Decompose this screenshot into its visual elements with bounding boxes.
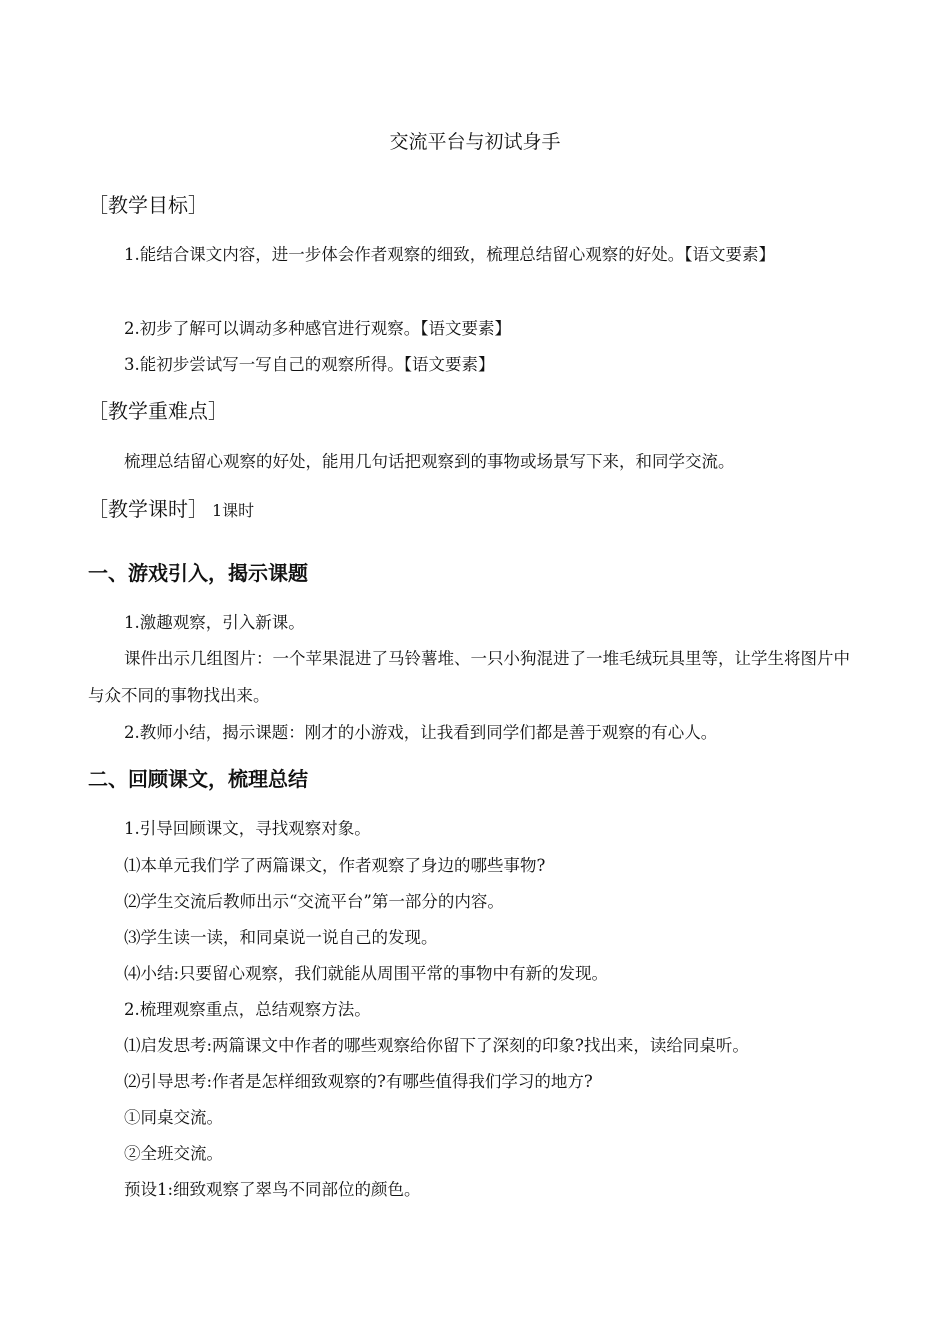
hours-value: 1课时 (212, 501, 255, 520)
key-points-heading: ［教学重难点］ (88, 399, 228, 423)
objective-1: 1.能结合课文内容，进一步体会作者观察的细致，梳理总结留心观察的好处。【语文要素】 (124, 245, 775, 264)
section-2-para-2: ⑴本单元我们学了两篇课文，作者观察了身边的哪些事物? (124, 856, 546, 875)
section-2-para-4: ⑶学生读一读，和同桌说一说自己的发现。 (124, 928, 438, 947)
objective-3: 3.能初步尝试写一写自己的观察所得。【语文要素】 (124, 355, 495, 374)
objectives-heading: ［教学目标］ (88, 193, 208, 217)
section-2-para-1: 1.引导回顾课文，寻找观察对象。 (124, 819, 371, 838)
section-2-para-3: ⑵学生交流后教师出示“交流平台”第一部分的内容。 (124, 892, 504, 911)
hours-heading: ［教学课时］ (88, 497, 208, 521)
section-2-heading: 二、回顾课文，梳理总结 (88, 767, 308, 791)
hours-row (88, 494, 254, 526)
section-1-para-3: 2.教师小结，揭示课题：刚才的小游戏，让我看到同学们都是善于观察的有心人。 (124, 723, 718, 742)
section-1-para-1: 1.激趣观察，引入新课。 (124, 613, 305, 632)
section-1-heading: 一、游戏引入，揭示课题 (88, 561, 308, 585)
document-title: 交流平台与初试身手 (389, 131, 561, 153)
section-2-para-10: ②全班交流。 (124, 1144, 223, 1163)
objective-2: 2.初步了解可以调动多种感官进行观察。【语文要素】 (124, 319, 511, 338)
key-points-text: 梳理总结留心观察的好处，能用几句话把观察到的事物或场景写下来，和同学交流。 (124, 452, 735, 471)
section-2-para-7: ⑴启发思考:两篇课文中作者的哪些观察给你留下了深刻的印象?找出来，读给同桌听。 (124, 1036, 749, 1055)
section-2-para-11: 预设1:细致观察了翠鸟不同部位的颜色。 (124, 1180, 421, 1199)
section-2-para-9: ①同桌交流。 (124, 1108, 223, 1127)
section-2-para-5: ⑷小结:只要留心观察，我们就能从周围平常的事物中有新的发现。 (124, 964, 609, 983)
section-2-para-6: 2.梳理观察重点，总结观察方法。 (124, 1000, 371, 1019)
section-2-para-8: ⑵引导思考:作者是怎样细致观察的?有哪些值得我们学习的地方? (124, 1072, 593, 1091)
section-1-para-2: 课件出示几组图片：一个苹果混进了马铃薯堆、一只小狗混进了一堆毛绒玩具里等，让学生将图片中与众不同的事物找出来。 (88, 649, 850, 705)
